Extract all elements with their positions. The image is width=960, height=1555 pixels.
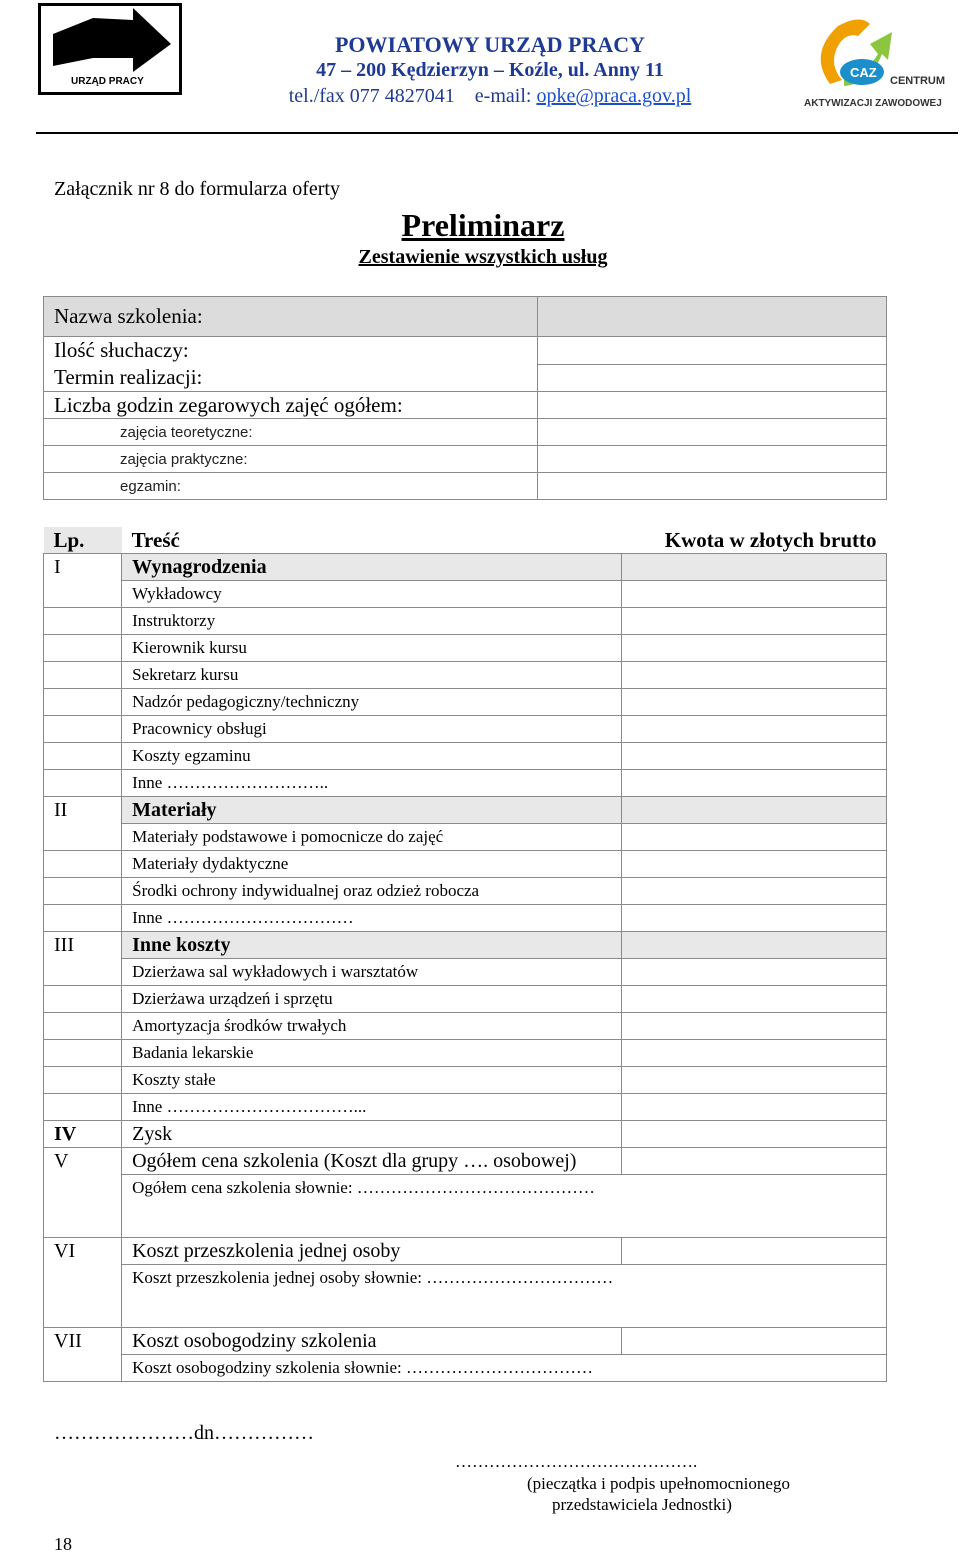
office-address: 47 – 200 Kędzierzyn – Koźle, ul. Anny 11	[316, 59, 664, 81]
col-lp: Lp.	[44, 527, 122, 554]
amount-cell[interactable]	[622, 770, 887, 797]
hours-label: Liczba godzin zegarowych zajęć ogółem:	[44, 392, 538, 419]
lp-cell	[44, 716, 122, 743]
section-title: Zysk	[122, 1121, 622, 1148]
lp-cell	[44, 824, 122, 851]
caz-line2: AKTYWIZACJI ZAWODOWEJ	[804, 98, 942, 109]
caz-line1: CENTRUM	[890, 75, 945, 87]
page-subtitle: Zestawienie wszystkich usług	[358, 246, 608, 268]
amount-cell[interactable]	[622, 581, 887, 608]
cost-item: Nadzór pedagogiczny/techniczny	[122, 689, 622, 716]
section-number: IV	[44, 1121, 122, 1148]
amount-cell[interactable]	[622, 554, 887, 581]
annex-label: Załącznik nr 8 do formularza oferty	[54, 178, 340, 200]
term-value[interactable]	[538, 365, 887, 392]
cost-item: Amortyzacja środków trwałych	[122, 1013, 622, 1040]
amount-cell[interactable]	[622, 716, 887, 743]
section-number: VII	[44, 1328, 122, 1355]
cost-table	[43, 527, 887, 1382]
amount-cell[interactable]	[622, 905, 887, 932]
cost-item: Koszty stałe	[122, 1067, 622, 1094]
arrow-logo-icon	[41, 6, 179, 92]
cost-item: Badania lekarskie	[122, 1040, 622, 1067]
section-number: III	[44, 932, 122, 959]
amount-cell[interactable]	[622, 1121, 887, 1148]
practice-value[interactable]	[538, 446, 887, 473]
cost-item: Materiały dydaktyczne	[122, 851, 622, 878]
participants-label: Ilość słuchaczy:	[44, 337, 538, 365]
cost-item: Dzierżawa sal wykładowych i warsztatów	[122, 959, 622, 986]
section-number: V	[44, 1148, 122, 1175]
lp-cell	[44, 1175, 122, 1202]
section-title: Wynagrodzenia	[122, 554, 622, 581]
amount-cell[interactable]	[622, 797, 887, 824]
lp-cell	[44, 905, 122, 932]
amount-cell[interactable]	[622, 1328, 887, 1355]
lp-cell	[44, 1291, 122, 1328]
lp-cell	[44, 1265, 122, 1292]
training-info-table	[43, 296, 887, 500]
amount-cell[interactable]	[622, 986, 887, 1013]
section-title: Koszt przeszkolenia jednej osoby	[122, 1238, 622, 1265]
cost-item: Dzierżawa urządzeń i sprzętu	[122, 986, 622, 1013]
theory-label: zajęcia teoretyczne:	[44, 419, 538, 446]
amount-cell[interactable]	[622, 1148, 887, 1175]
cost-item: Inne ……………………………	[122, 905, 622, 932]
email-label: e-mail:	[474, 85, 532, 107]
section-number: I	[44, 554, 122, 581]
cost-item: Wykładowcy	[122, 581, 622, 608]
signature-caption-1: (pieczątka i podpis upełnomocnionego	[527, 1474, 790, 1493]
lp-cell	[44, 743, 122, 770]
amount-cell[interactable]	[622, 608, 887, 635]
page-title: Preliminarz	[401, 207, 565, 243]
amount-cell[interactable]	[622, 1040, 887, 1067]
amount-in-words: Koszt osobogodziny szkolenia słownie: ……………………………	[122, 1355, 887, 1382]
training-name-label: Nazwa szkolenia:	[44, 297, 538, 337]
lp-cell	[44, 770, 122, 797]
office-contact	[230, 85, 750, 108]
lp-cell	[44, 851, 122, 878]
cost-item: Materiały podstawowe i pomocnicze do zajęć	[122, 824, 622, 851]
amount-in-words: Koszt przeszkolenia jednej osoby słownie: ……………………………	[122, 1265, 887, 1292]
amount-cell[interactable]	[622, 932, 887, 959]
page-number: 18	[54, 1534, 72, 1554]
amount-cell[interactable]	[622, 1067, 887, 1094]
col-content: Treść	[131, 527, 180, 552]
training-name-value[interactable]	[538, 297, 887, 337]
section-title: Koszt osobogodziny szkolenia	[122, 1328, 622, 1355]
logo-text: URZĄD PRACY	[71, 76, 144, 87]
section-number: II	[44, 797, 122, 824]
office-name: POWIATOWY URZĄD PRACY	[334, 32, 646, 57]
lp-cell	[44, 1013, 122, 1040]
cost-item: Inne ……………………………...	[122, 1094, 622, 1121]
amount-cell[interactable]	[622, 689, 887, 716]
urzad-pracy-logo	[38, 3, 182, 95]
amount-cell[interactable]	[622, 743, 887, 770]
caz-abbr: CAZ	[850, 65, 877, 80]
amount-cell[interactable]	[622, 851, 887, 878]
words-space[interactable]	[122, 1201, 887, 1238]
signature-dots: …………………………………….	[455, 1452, 698, 1471]
lp-cell	[44, 635, 122, 662]
amount-cell[interactable]	[622, 662, 887, 689]
cost-item: Inne ………………………..	[122, 770, 622, 797]
caz-icon	[800, 14, 948, 114]
words-space[interactable]	[122, 1291, 887, 1328]
cost-item: Kierownik kursu	[122, 635, 622, 662]
cost-item: Koszty egzaminu	[122, 743, 622, 770]
lp-cell	[44, 878, 122, 905]
exam-label: egzamin:	[44, 473, 538, 500]
lp-cell	[44, 662, 122, 689]
lp-cell	[44, 1067, 122, 1094]
section-title: Inne koszty	[122, 932, 622, 959]
exam-value[interactable]	[538, 473, 887, 500]
caz-logo	[800, 14, 948, 114]
lp-cell	[44, 1040, 122, 1067]
amount-cell[interactable]	[622, 959, 887, 986]
lp-cell	[44, 1201, 122, 1238]
amount-cell[interactable]	[622, 1238, 887, 1265]
signature-caption-2: przedstawiciela Jednostki)	[552, 1495, 732, 1514]
cost-item: Środki ochrony indywidualnej oraz odzież robocza	[122, 878, 622, 905]
lp-cell	[44, 581, 122, 608]
participants-value[interactable]	[538, 337, 887, 365]
header-divider	[36, 132, 958, 134]
lp-cell	[44, 1094, 122, 1121]
cost-item: Instruktorzy	[122, 608, 622, 635]
phone: tel./fax 077 4827041	[288, 85, 455, 107]
amount-cell[interactable]	[622, 1013, 887, 1040]
lp-cell	[44, 608, 122, 635]
amount-cell[interactable]	[622, 635, 887, 662]
practice-label: zajęcia praktyczne:	[44, 446, 538, 473]
lp-cell	[44, 1355, 122, 1382]
cost-item: Pracownicy obsługi	[122, 716, 622, 743]
email-link[interactable]: opke@praca.gov.pl	[536, 85, 692, 107]
lp-cell	[44, 689, 122, 716]
section-number: VI	[44, 1238, 122, 1265]
amount-in-words: Ogółem cena szkolenia słownie: ……………………………………	[122, 1175, 887, 1202]
section-title: Ogółem cena szkolenia (Koszt dla grupy …. osobowej)	[122, 1148, 622, 1175]
term-label: Termin realizacji:	[44, 365, 538, 392]
theory-value[interactable]	[538, 419, 887, 446]
hours-value[interactable]	[538, 392, 887, 419]
amount-cell[interactable]	[622, 878, 887, 905]
place-date-line: …………………dn……………	[54, 1422, 314, 1444]
col-amount: Kwota w złotych brutto	[664, 527, 877, 552]
cost-item: Sekretarz kursu	[122, 662, 622, 689]
section-title: Materiały	[122, 797, 622, 824]
amount-cell[interactable]	[622, 1094, 887, 1121]
lp-cell	[44, 959, 122, 986]
amount-cell[interactable]	[622, 824, 887, 851]
lp-cell	[44, 986, 122, 1013]
